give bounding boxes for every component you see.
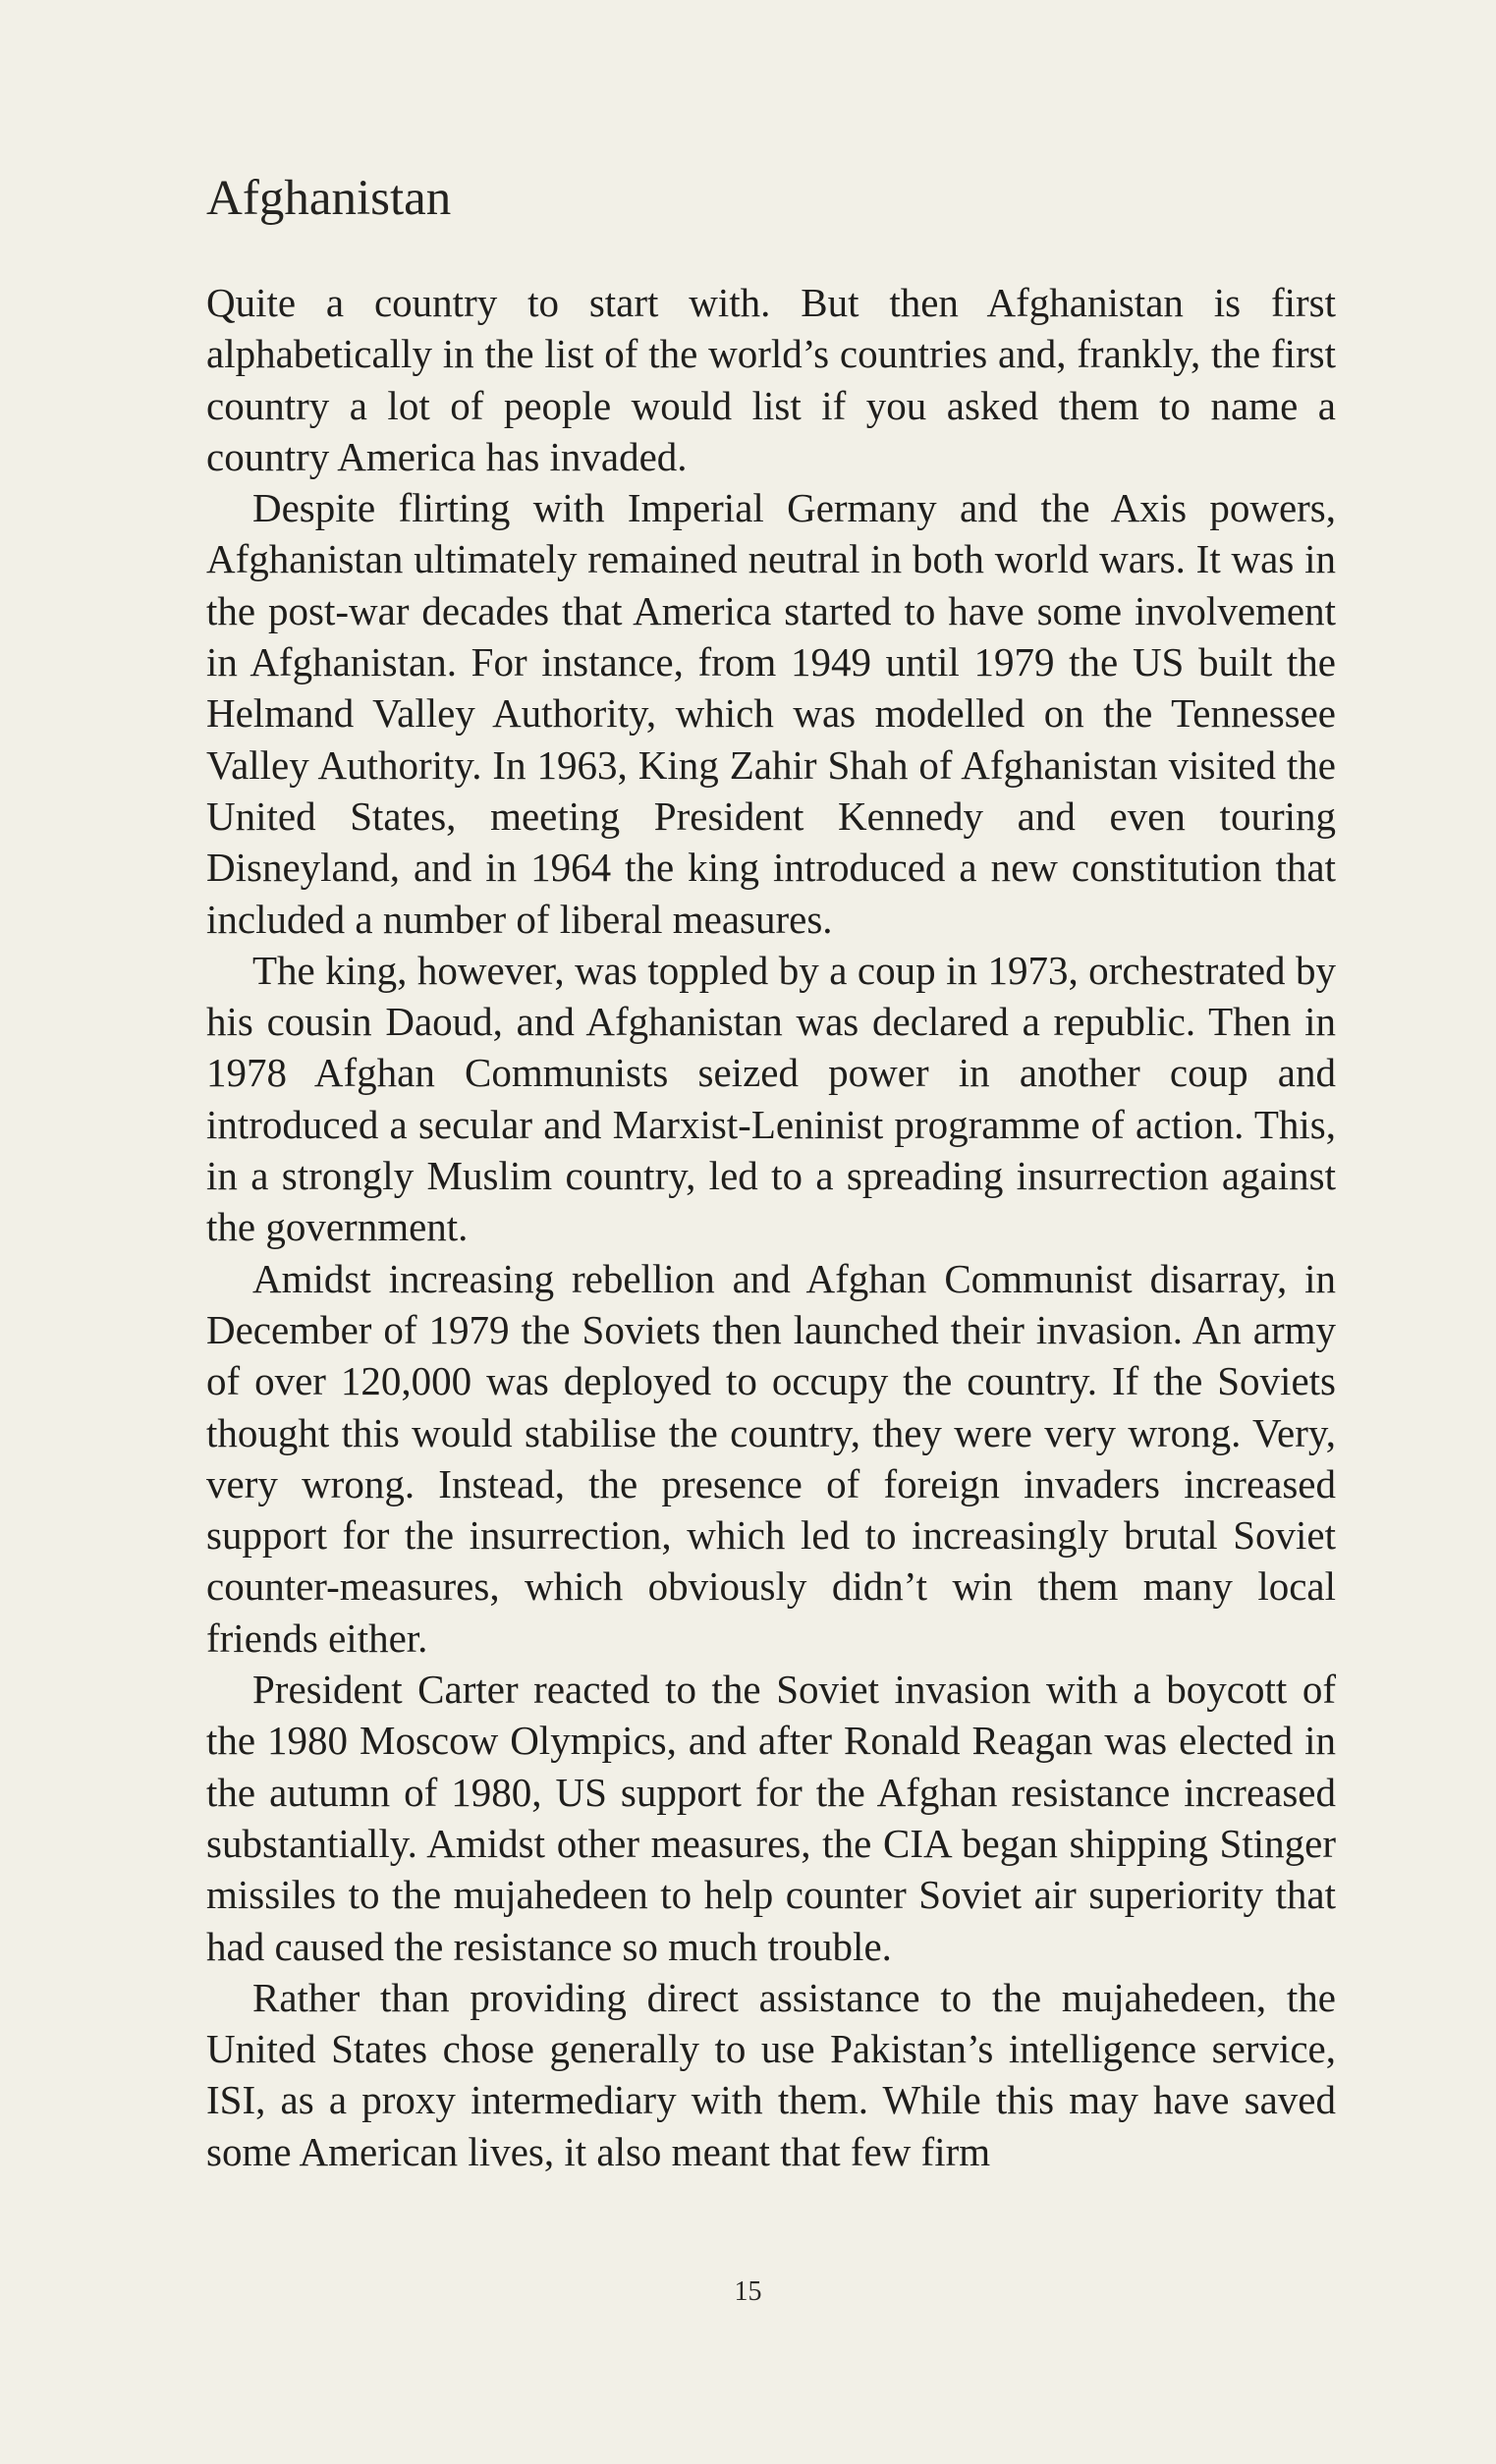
chapter-heading: Afghanistan: [206, 171, 452, 226]
paragraph: The king, however, was toppled by a coup in 1973, orchestrated by his cousin Daoud, and Afghanistan was declared a republic. Then in 1978 Afghan Communists seized power in another coup and introduced a secular and Marxist-Leninist programme of action. This, in a strongly Muslim country, led to a spreading insurrection against the government.: [206, 947, 1336, 1250]
page-number: 15: [734, 2276, 762, 2307]
paragraph: Despite flirting with Imperial Germany and the Axis powers, Afghanistan ultimately remained neutral in both world wars. It was in the post-war decades that America started to have some involvement in Afghanistan. For instance, from 1949 until 1979 the US built the Helmand Valley Authority, which was modelled on the Tennessee Valley Authority. In 1963, King Zahir Shah of Afghanistan visited the United States, meeting President Kennedy and even touring Disneyland, and in 1964 the king introduced a new constitution that included a number of liberal measures.: [206, 485, 1336, 942]
body-text: [206, 277, 1336, 2177]
paragraph: President Carter reacted to the Soviet invasion with a boycott of the 1980 Moscow Olympics, and after Ronald Reagan was elected in the autumn of 1980, US support for the Afghan resistance increased substantially. Amidst other measures, the CIA began shipping Stinger missiles to the mujahedeen to help counter Soviet air superiority that had caused the resistance so much trouble.: [206, 1667, 1336, 1969]
paragraph: Amidst increasing rebellion and Afghan Communist disarray, in December of 1979 the Soviets then launched their invasion. An army of over 120,000 was deployed to occupy the country. If the Soviets thought this would stabilise the country, they were very wrong. Very, very wrong. Instead, the presence of foreign invaders increased support for the insurrection, which led to increasingly brutal Soviet counter-measures, which obviously didn’t win them many local friends either.: [206, 1255, 1336, 1661]
paragraph: Quite a country to start with. But then Afghanistan is first alphabetically in the list of the world’s countries and, frankly, the first country a lot of people would list if you asked them to name a country America has invaded.: [206, 280, 1336, 479]
paragraph: Rather than providing direct assistance to the mujahedeen, the United States chose generally to use Pakistan’s intelligence service, ISI, as a proxy intermediary with them. While this may have saved some American lives, it also meant that few firm: [206, 1974, 1336, 2174]
